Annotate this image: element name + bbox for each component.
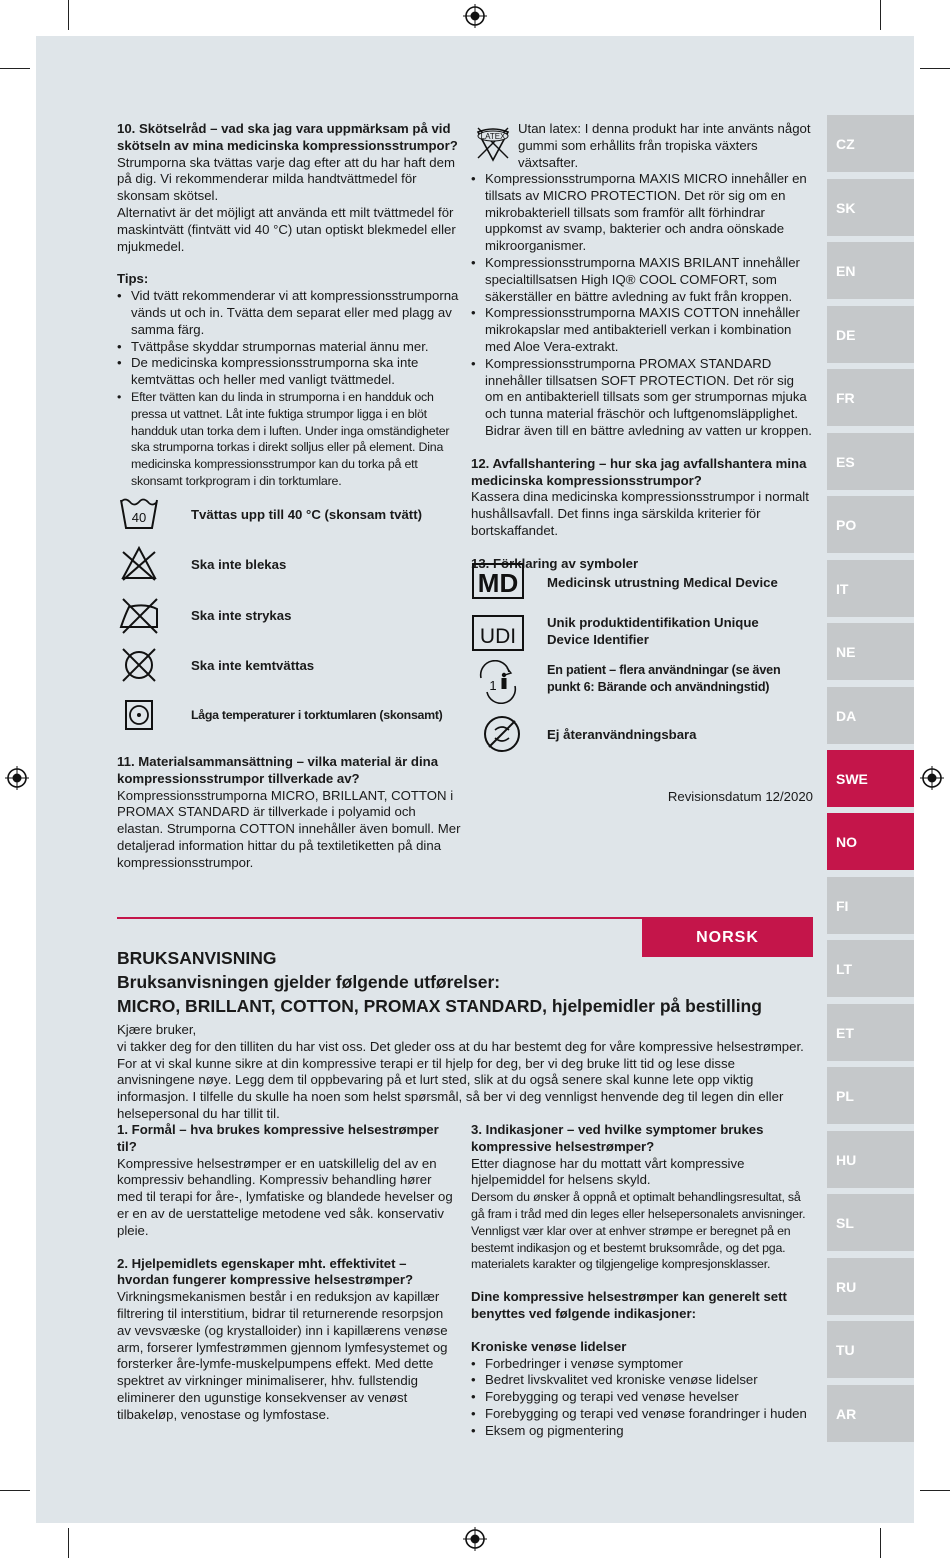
svg-text:UDI: UDI [479, 625, 517, 648]
crop-mark [880, 0, 881, 30]
no-left-column [117, 1122, 459, 1424]
crop-mark [68, 0, 69, 30]
se-left-column [117, 121, 462, 490]
section-3-paragraph: Dersom du ønsker å oppnå et optimalt behandlingsresultat, så gå fram i tråd med din leges eller helsepersonalets anvisninger. Vennligst vær klar over at enhver strømpe er beregnet på en bestemt indikasjon og et bestemt bruksområde, og det pga. materialets karakter og tilgjengelige kompresjonsklasser. [471, 1190, 806, 1272]
not-reusable-icon [471, 712, 525, 756]
page-subtitle: MICRO, BRILLANT, COTTON, PROMAX STANDARD, hjelpemidler på bestilling [117, 996, 762, 1016]
section-2-title: 2. Hjelpemidlets egenskaper mht. effektivitet – hvordan fungerer kompressive helsestrømper? [117, 1255, 414, 1288]
tab-cz[interactable]: CZ [827, 115, 914, 172]
tab-no[interactable]: NO [827, 813, 914, 870]
page-title: BRUKSANVISNING [117, 948, 277, 968]
chronic-title: Kroniske venøse lidelser [471, 1338, 627, 1354]
single-patient-multi-use-icon [471, 660, 525, 704]
section-1-title: 1. Formål – hva brukes kompressive helsestrømper til? [117, 1122, 439, 1154]
registration-mark-icon [463, 4, 487, 28]
svg-text:MD: MD [477, 568, 519, 598]
tab-de[interactable]: DE [827, 306, 914, 363]
care-symbol-row [117, 643, 315, 687]
indications-title: Dine kompressive helsestrømper kan generelt sett benyttes ved følgende indikasjoner: [471, 1289, 787, 1321]
tab-hu[interactable]: HU [827, 1131, 914, 1188]
greeting: Kjære bruker, [117, 1022, 197, 1037]
udi-icon [471, 614, 525, 654]
list-item: • Kompressionsstrumporna MAXIS BRILANT innehåller specialtillsatsen High IQ® COOL COMFORT, som säkerställer en bättre avledning av fukt från kroppen. [471, 255, 813, 305]
tab-it[interactable]: IT [827, 560, 914, 617]
care-symbol-label: Tvättas upp till 40 °C (skonsam tvätt) [191, 506, 422, 522]
material-list [471, 171, 813, 440]
section-12-title: 12. Avfallshantering – hur ska jag avfallshantera mina medicinska kompressionsstrumpor? [471, 455, 807, 488]
list-item: • Eksem og pigmentering [471, 1423, 813, 1440]
section-12-body: Kassera dina medicinska kompressionsstrumpor i normalt hushållsavfall. Det finns inga särskilda kriterier för bortskaffandet. [471, 489, 809, 538]
chronic-list [471, 1356, 813, 1440]
wash-40-icon [117, 492, 161, 536]
list-item: • Kompressionsstrumporna MAXIS COTTON innehåller mikrokapslar med antibakteriell verkan i kombination med Aloe Vera-extrakt. [471, 305, 813, 355]
svg-text:LATEX: LATEX [480, 132, 506, 141]
tips-list [117, 288, 462, 490]
list-item: • Kompressionsstrumporna MAXIS MICRO innehåller en tillsats av MICRO PROTECTION. Det rör sig om en mikrobakteriell tillsats som framför allt förhindrar uppkomst av svamp, bakterier och andra oönskade mikroorganismer. [471, 171, 813, 255]
tab-sl[interactable]: SL [827, 1194, 914, 1251]
no-right-column [471, 1122, 813, 1440]
registration-mark-icon [463, 1527, 487, 1551]
section-10-paragraph: Strumporna ska tvättas varje dag efter att du har haft dem på dig. Vi rekommenderar milda handtvättmedel för skonsam skötsel. [117, 154, 455, 204]
tips-title: Tips: [117, 271, 149, 287]
tab-ar[interactable]: AR [827, 1385, 914, 1442]
no-bleach-icon [117, 542, 161, 586]
language-banner: NORSK [642, 919, 813, 957]
tab-fr[interactable]: FR [827, 369, 914, 426]
list-item: • Forebygging og terapi ved venøse forandringer i huden [471, 1406, 813, 1423]
list-item: • Forbedringer i venøse symptomer [471, 1356, 813, 1373]
care-symbol-row [117, 542, 287, 586]
crop-mark [880, 1528, 881, 1558]
no-iron-icon [117, 593, 161, 637]
tab-ru[interactable]: RU [827, 1258, 914, 1315]
section-11 [117, 754, 462, 872]
section-3-paragraph: Etter diagnose har du mottatt vårt kompressive hjelpemiddel for helsens skyld. [471, 1155, 745, 1188]
symbol-label: En patient – flera användningar (se även punkt 6: Bärande och användningstid) [547, 663, 781, 694]
list-item: • Tvättpåse skyddar strumpornas material ännu mer. [117, 339, 462, 356]
list-item: • De medicinska kompressionsstrumporna ska inte kemtvättas och heller med vanligt tvättmedel. [117, 355, 462, 389]
tab-en[interactable]: EN [827, 242, 914, 299]
care-symbol-label: Ska inte blekas [191, 556, 287, 572]
svg-text:40: 40 [131, 510, 147, 525]
care-symbol-label: Ska inte strykas [191, 607, 292, 623]
section-11-body: Kompressionsstrumporna MICRO, BRILLANT, COTTON i PROMAX STANDARD är tillverkade i polyamid och elastan. Strumporna COTTON innehåller även bomull. Mer detaljerad information hittar du på textiletiketten på dina kompressionsstrumpor. [117, 787, 461, 870]
care-symbol-label: Låga temperaturer i torktumlaren (skonsamt) [191, 708, 443, 722]
tab-da[interactable]: DA [827, 687, 914, 744]
list-item: • Kompressionsstrumporna PROMAX STANDARD innehåller tillsatsen SOFT PROTECTION. Det rör sig om en antibakteriell tillsats som ger strumpornas mjuka och tunna material fräschör och luftgenomsläpplighet. Bidrar även till en bättre avledning av vatten ur kroppen. [471, 356, 813, 440]
section-10-paragraph: Alternativt är det möjligt att använda ett milt tvättmedel för maskintvätt (fintvätt vid 40 °C) utan optiskt blekmedel eller mjukmedel. [117, 204, 456, 254]
section-1-body: Kompressive helsestrømper er en uatskillelig del av en kompressiv behandling. Kompressiv behandling hører med til terapi for åre-, lymfatiske og blandede hevelser og er en av de uerstattelige metodene ved såk. konservativ pleie. [117, 1155, 453, 1238]
tab-tu[interactable]: TU [827, 1321, 914, 1378]
list-item: • Efter tvätten kan du linda in strumporna i en handduk och pressa ut vattnet. Låt inte fuktiga strumpor ligga i en blöt handduk utan torka dem i luften. Under inga omständigheter ska strumporna torkas i direkt solljus eller på element. Dina medicinska kompressionsstrumpor kan du torka på ett skonsamt torkprogram i din torktumlare. [117, 389, 462, 490]
crop-mark [0, 68, 30, 69]
section-10-title: 10. Skötselråd – vad ska jag vara uppmärksam på vid skötseln av mina medicinska kompressionsstrumpor? [117, 121, 458, 153]
latex-free-icon [472, 122, 514, 164]
se-right-column [471, 171, 813, 573]
tab-fi[interactable]: FI [827, 877, 914, 934]
section-11-title: 11. Materialsammansättning – vilka material är dina kompressionsstrumpor tillverkade av? [117, 754, 439, 786]
tab-ne[interactable]: NE [827, 623, 914, 680]
care-symbol-row [117, 593, 292, 637]
page-subtitle: Bruksanvisningen gjelder følgende utførelser: [117, 972, 501, 992]
crop-mark [920, 1490, 950, 1491]
list-item: • Forebygging og terapi ved venøse hevelser [471, 1389, 813, 1406]
registration-mark-icon [920, 766, 944, 790]
intro [117, 1022, 813, 1123]
care-symbol-label: Ska inte kemtvättas [191, 657, 315, 673]
no-dryclean-icon [117, 643, 161, 687]
tab-lt[interactable]: LT [827, 940, 914, 997]
tab-pl[interactable]: PL [827, 1067, 914, 1124]
crop-mark [0, 1490, 30, 1491]
svg-text:1: 1 [489, 678, 497, 693]
symbol-label: Ej återanvändningsbara [547, 726, 697, 742]
latex-free-text: Utan latex: I denna produkt har inte använts något gummi som erhållits från tropiska växters växtsafter. [518, 121, 811, 170]
care-symbol-row [117, 693, 443, 737]
symbol-label: Medicinsk utrustning Medical Device [547, 574, 778, 590]
list-item: • Bedret livskvalitet ved kroniske venøse lidelser [471, 1372, 813, 1389]
tab-po[interactable]: PO [827, 496, 914, 553]
tab-sk[interactable]: SK [827, 179, 914, 236]
symbol-row [471, 712, 697, 756]
crop-mark [920, 68, 950, 69]
revision-date: Revisionsdatum 12/2020 [667, 789, 813, 804]
tab-es[interactable]: ES [827, 433, 914, 490]
tab-et[interactable]: ET [827, 1004, 914, 1061]
care-symbol-row [117, 492, 422, 536]
section-2-body: Virkningsmekanismen består i en reduksjon av kapillær filtrering til interstitium, bidrar til returnerende resorpsjon av vevsvæske (og krystalloider) inn i kapillærens venøse arm, forserer lymfestrømmen gjennom lymfesystemet og forsterker åre-lymfe-muskelpumpens effekt. Med dette spektret av virkninger minimaliserer, hhv. fullstendig eliminerer den ugunstige konsekvenser av venøst tilbakeløp, venostase og lymfostase. [117, 1289, 448, 1422]
tab-swe[interactable]: SWE [827, 750, 914, 807]
registration-mark-icon [5, 766, 29, 790]
section-13-title: 13. Förklaring av symboler [471, 555, 639, 571]
crop-mark [68, 1528, 69, 1558]
tumble-dry-low-icon [117, 693, 161, 737]
section-3-title: 3. Indikasjoner – ved hvilke symptomer brukes kompressive helsestrømper? [471, 1122, 764, 1154]
symbol-row [471, 660, 781, 704]
intro-paragraph: vi takker deg for den tilliten du har vist oss. Det gleder oss at du har bestemt deg for våre kompressive helsestrømper. For at vi skal kunne sikre at din kompressive terapi er til hjelp for deg, ber vi deg bruke litt tid og lese disse anvisningene nøye. Legg dem til oppbevaring på et lurt sted, slik at du også senere skal kunne lete opp viktig informasjon. I tilfelle du skulle ha noen som helst spørsmål, så ber vi deg vennligst henvende deg til legen din eller helsepersonal du har tillit til. [117, 1038, 804, 1121]
symbol-row [471, 614, 759, 654]
symbol-label: Unik produktidentifikation Unique Device Identifier [547, 615, 759, 647]
list-item: • Vid tvätt rekommenderar vi att kompressionsstrumporna vänds ut och in. Tvätta dem separat eller med plagg av samma färg. [117, 288, 462, 338]
md-icon [471, 562, 525, 602]
